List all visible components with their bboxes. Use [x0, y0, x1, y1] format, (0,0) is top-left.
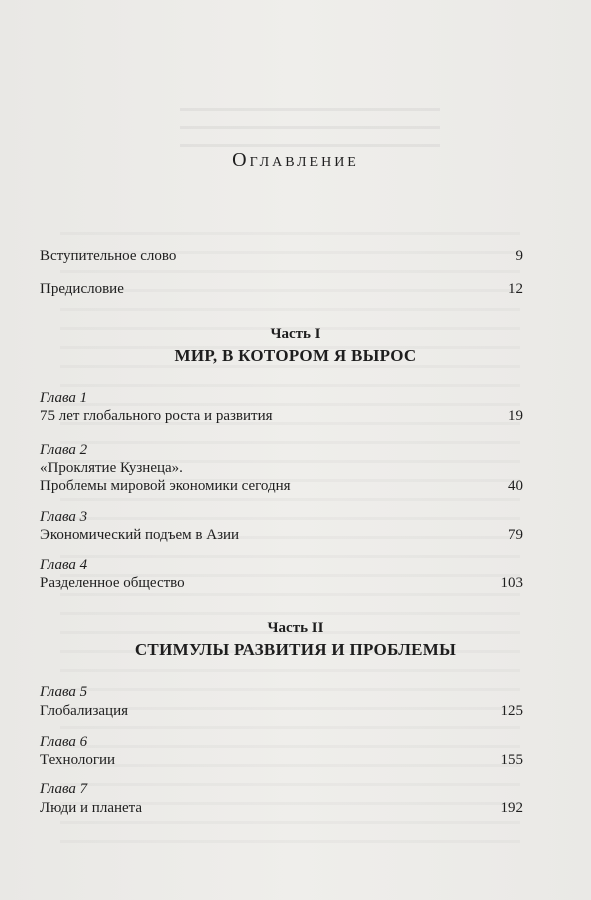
- chapter-label: Глава 1: [40, 390, 88, 406]
- entry-page: 40: [508, 478, 523, 494]
- toc-entry-chapter-5[interactable]: [40, 703, 523, 720]
- entry-page: 103: [500, 575, 523, 591]
- entry-page: 12: [508, 281, 523, 297]
- chapter-label: Глава 3: [40, 509, 88, 525]
- part-title: СТИМУЛЫ РАЗВИТИЯ И ПРОБЛЕМЫ: [134, 640, 457, 659]
- entry-title: Глобализация: [40, 703, 129, 719]
- entry-title: Вступительное слово: [40, 248, 177, 264]
- toc-heading: Оглавление: [232, 149, 359, 171]
- chapter-label: Глава 5: [40, 684, 88, 700]
- entry-title: Люди и планета: [40, 800, 143, 816]
- entry-title: 75 лет глобального роста и развития: [40, 408, 273, 424]
- toc-entry-chapter-3[interactable]: [40, 527, 523, 544]
- part-title: МИР, В КОТОРОМ Я ВЫРОС: [174, 346, 417, 365]
- entry-page: 125: [500, 703, 523, 719]
- chapter-label: Глава 7: [40, 781, 88, 797]
- toc-entry-foreword[interactable]: [40, 248, 523, 265]
- toc-entry-chapter-2[interactable]: [40, 478, 523, 495]
- entry-title-line[interactable]: «Проклятие Кузнеца».: [40, 460, 183, 476]
- toc-entry-chapter-4[interactable]: [40, 575, 523, 592]
- chapter-label: Глава 4: [40, 557, 88, 573]
- chapter-label: Глава 6: [40, 734, 88, 750]
- entry-title: Предисловие: [40, 281, 124, 297]
- entry-title: Проблемы мировой экономики сегодня: [40, 478, 291, 494]
- entry-page: 19: [508, 408, 523, 424]
- entry-page: 9: [515, 248, 523, 264]
- toc-entry-preface[interactable]: [40, 281, 523, 298]
- entry-page: 155: [500, 752, 523, 768]
- part-label: Часть I: [270, 326, 321, 342]
- toc-entry-chapter-6[interactable]: [40, 752, 523, 769]
- chapter-label: Глава 2: [40, 442, 88, 458]
- entry-title: Экономический подъем в Азии: [40, 527, 240, 543]
- toc-entry-chapter-1[interactable]: [40, 408, 523, 425]
- toc-entry-chapter-7[interactable]: [40, 800, 523, 817]
- entry-page: 79: [508, 527, 523, 543]
- entry-title: Разделенное общество: [40, 575, 185, 591]
- entry-page: 192: [500, 800, 523, 816]
- part-label: Часть II: [267, 620, 324, 636]
- entry-title: Технологии: [40, 752, 116, 768]
